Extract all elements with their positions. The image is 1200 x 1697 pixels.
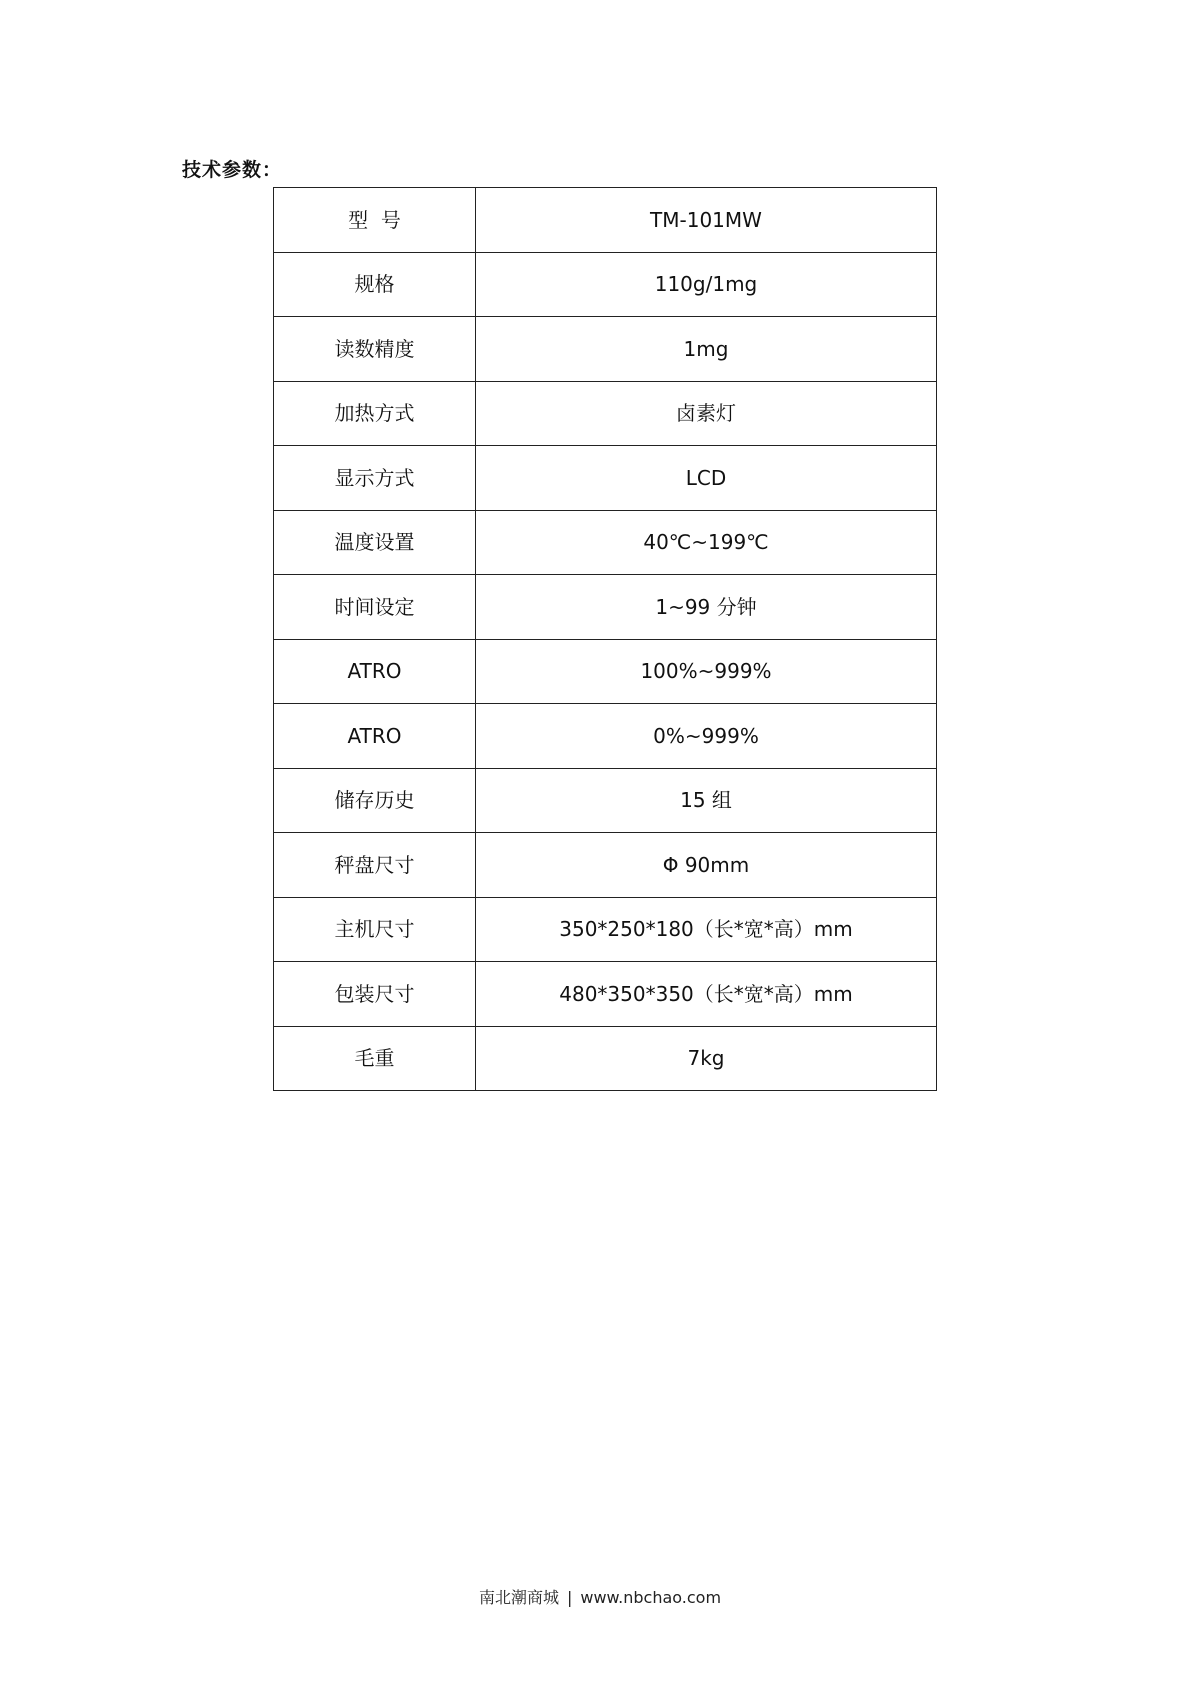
table-row bbox=[274, 962, 937, 1027]
spec-value: 1~99 分钟 bbox=[476, 575, 937, 640]
table-row bbox=[274, 510, 937, 575]
spec-label: 包装尺寸 bbox=[274, 962, 476, 1027]
spec-label: 温度设置 bbox=[274, 510, 476, 575]
spec-value: 0%~999% bbox=[476, 704, 937, 769]
spec-label: 时间设定 bbox=[274, 575, 476, 640]
table-row bbox=[274, 897, 937, 962]
spec-value: 卤素灯 bbox=[476, 381, 937, 446]
table-row bbox=[274, 704, 937, 769]
spec-value: 480*350*350（长*宽*高）mm bbox=[476, 962, 937, 1027]
footer-separator: | bbox=[566, 1588, 573, 1607]
spec-value: 40℃~199℃ bbox=[476, 510, 937, 575]
spec-label: 秤盘尺寸 bbox=[274, 833, 476, 898]
spec-label: 显示方式 bbox=[274, 446, 476, 511]
spec-value: TM-101MW bbox=[476, 188, 937, 253]
table-row bbox=[274, 188, 937, 253]
spec-value: Φ 90mm bbox=[476, 833, 937, 898]
spec-label: 毛重 bbox=[274, 1026, 476, 1091]
spec-value: 350*250*180（长*宽*高）mm bbox=[476, 897, 937, 962]
spec-label: 储存历史 bbox=[274, 768, 476, 833]
page-footer bbox=[0, 1588, 1200, 1608]
spec-label: 主机尺寸 bbox=[274, 897, 476, 962]
spec-label: 规格 bbox=[274, 252, 476, 317]
spec-value: 110g/1mg bbox=[476, 252, 937, 317]
section-heading: 技术参数： bbox=[182, 159, 283, 181]
table-row bbox=[274, 446, 937, 511]
spec-label: 读数精度 bbox=[274, 317, 476, 382]
spec-value: 100%~999% bbox=[476, 639, 937, 704]
spec-label: 型 号 bbox=[274, 188, 476, 253]
spec-value: LCD bbox=[476, 446, 937, 511]
table-row bbox=[274, 252, 937, 317]
table-row bbox=[274, 317, 937, 382]
table-row bbox=[274, 1026, 937, 1091]
spec-table bbox=[273, 187, 937, 1091]
table-row bbox=[274, 381, 937, 446]
table-row bbox=[274, 833, 937, 898]
table-row bbox=[274, 639, 937, 704]
spec-label: ATRO bbox=[274, 704, 476, 769]
spec-label: ATRO bbox=[274, 639, 476, 704]
spec-value: 7kg bbox=[476, 1026, 937, 1091]
table-row bbox=[274, 768, 937, 833]
spec-value: 1mg bbox=[476, 317, 937, 382]
spec-value: 15 组 bbox=[476, 768, 937, 833]
footer-brand: 南北潮商城 bbox=[478, 1588, 559, 1607]
table-row bbox=[274, 575, 937, 640]
spec-label: 加热方式 bbox=[274, 381, 476, 446]
footer-url-link[interactable]: www.nbchao.com bbox=[580, 1588, 722, 1607]
